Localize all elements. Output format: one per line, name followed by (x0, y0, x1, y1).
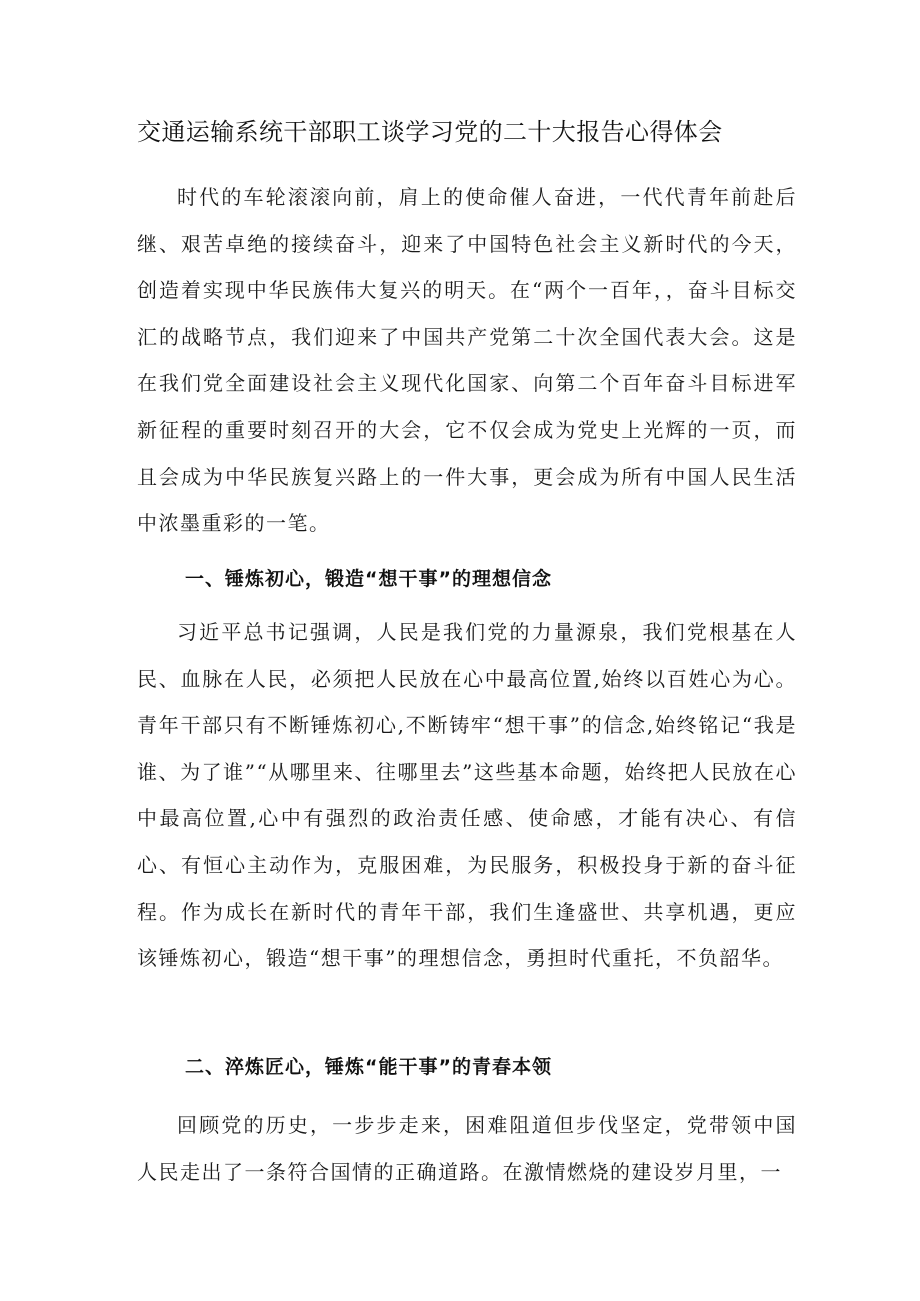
document-title: 交通运输系统干部职工谈学习党的二十大报告心得体会 (137, 118, 723, 146)
section-1-heading: 一、锤炼初心，锻造“想干事”的理想信念 (185, 568, 552, 590)
section-2-heading: 二、淬炼匠心，锤炼“能干事”的青春本领 (185, 1056, 552, 1078)
section-2-paragraph: 回顾党的历史，一步步走来，困难阻道但步伐坚定，党带领中国人民走出了一条符合国情的正确道路。在激情燃烧的建设岁月里，一 (137, 1113, 797, 1184)
section-1-paragraph: 习近平总书记强调，人民是我们党的力量源泉，我们党根基在人民、血脉在人民，必须把人民放在心中最高位置,始终以百姓心为心。青年干部只有不断锤炼初心,不断铸牢“想干事”的信念,始终铭记“我是谁、为了谁”“从哪里来、往哪里去”这些基本命题，始终把人民放在心中最高位置,心中有强烈的政治责任感、使命感，才能有决心、有信心、有恒心主动作为，克服困难，为民服务，积极投身于新的奋斗征程。作为成长在新时代的青年干部，我们生逢盛世、共享机遇，更应该锤炼初心，锻造“想干事”的理想信念，勇担时代重托，不负韶华。 (137, 620, 797, 971)
intro-paragraph: 时代的车轮滚滚向前，肩上的使命催人奋进，一代代青年前赴后继、艰苦卓绝的接续奋斗，迎来了中国特色社会主义新时代的今天，创造着实现中华民族伟大复兴的明天。在“两个一百年，，奋斗目标交汇的战略节点，我们迎来了中国共产党第二十次全国代表大会。这是在我们党全面建设社会主义现代化国家、向第二个百年奋斗目标进军新征程的重要时刻召开的大会，它不仅会成为党史上光辉的一页，而且会成为中华民族复兴路上的一件大事，更会成为所有中国人民生活中浓墨重彩的一笔。 (137, 185, 797, 536)
